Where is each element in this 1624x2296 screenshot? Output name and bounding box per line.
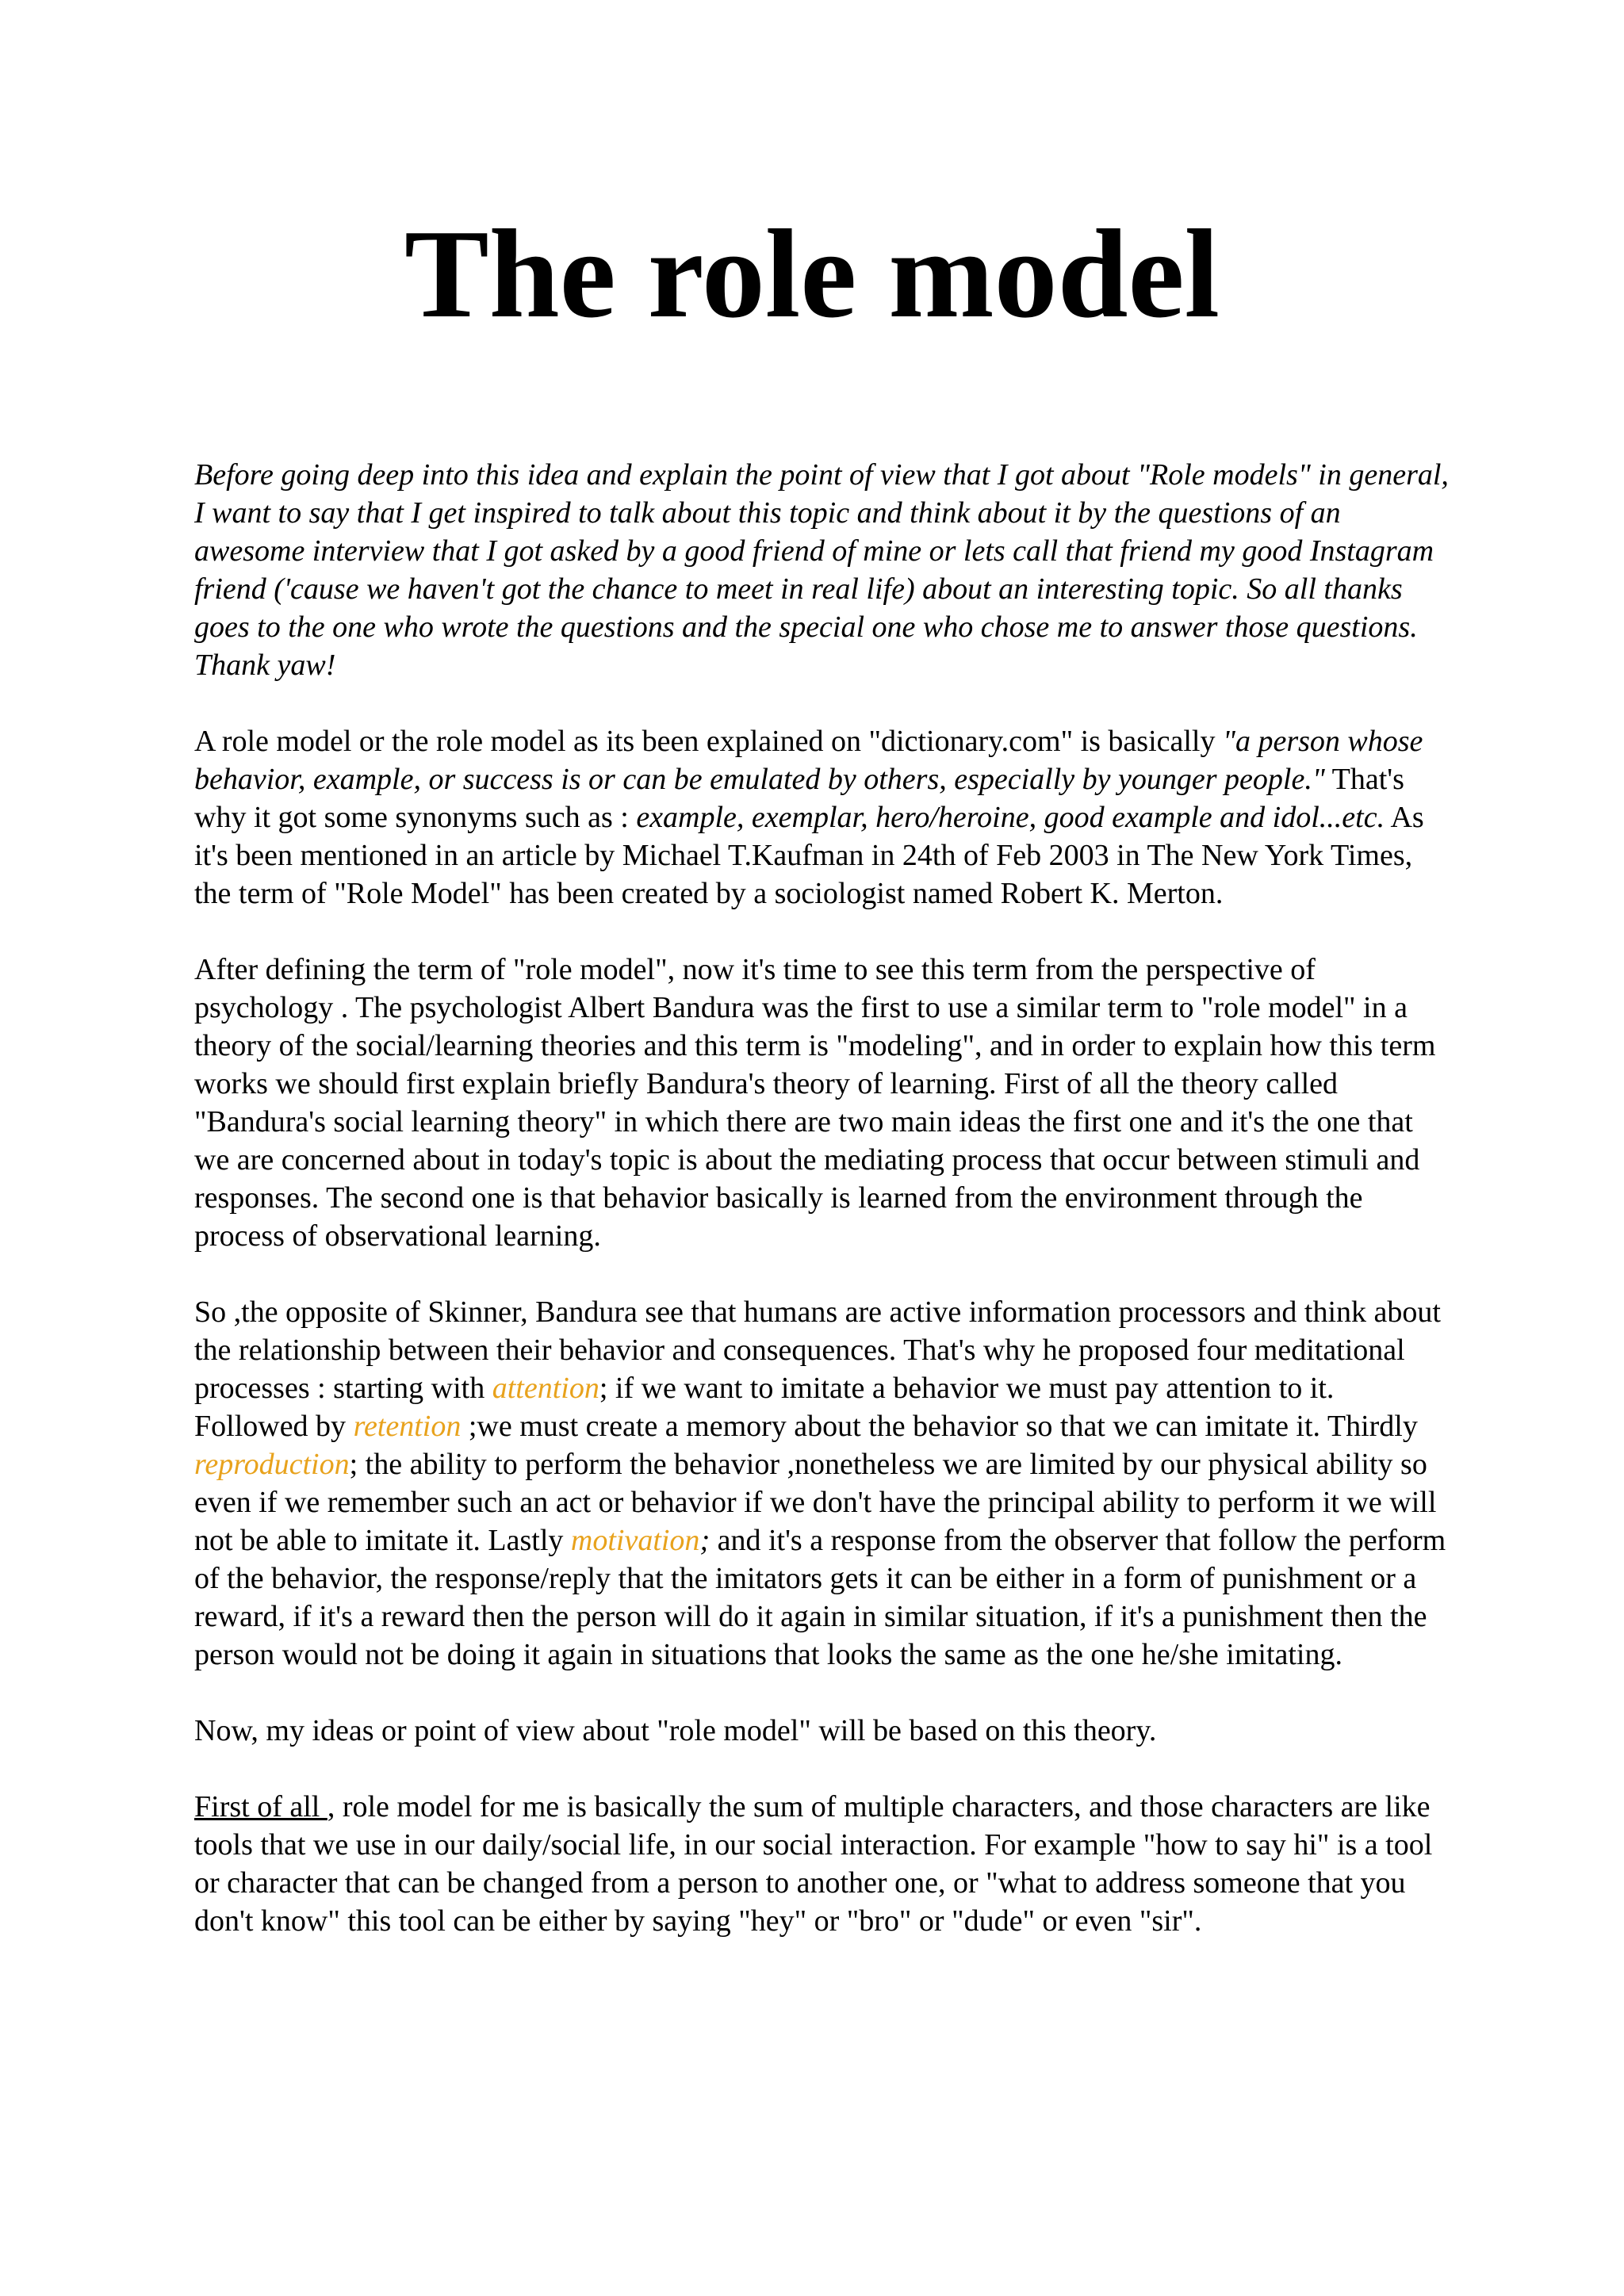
processes-text-1: So ,the opposite of Skinner, Bandura see that humans are active information processors and think about the relationship between their behavior and consequences. That's why he proposed four meditational processes : starting with (194, 1295, 1441, 1405)
processes-text-3: ;we must create a memory about the behavior so that we can imitate it. Thirdly (461, 1410, 1418, 1443)
definition-paragraph (194, 722, 1455, 913)
processes-text-4: ; the ability to perform the behavior ,nonetheless we are limited by our physical ability so even if we remember such an act or behavior if we don't have the principal ability to perform it we will not be able to imitate it. Lastly (194, 1448, 1437, 1557)
transition-text: Now, my ideas or point of view about "role model" will be based on this theory. (194, 1714, 1157, 1747)
opinion-paragraph (194, 1788, 1455, 1940)
synonyms-list: example, exemplar, hero/heroine, good example and idol...etc. (636, 801, 1385, 834)
psychology-text: After defining the term of "role model", now it's time to see this term from the perspective of psychology . The psychologist Albert Bandura was the first to use a similar term to "role model" in a theory of the social/learning theories and this term is "modeling", and in order to explain how this term works we should first explain briefly Bandura's theory of learning. First of all the theory called "Bandura's social learning theory" in which there are two main ideas the first one and it's the one that we are concerned about in today's topic is about the mediating process that occur between stimuli and responses. The second one is that behavior basically is learned from the environment through the process of observational learning. (194, 953, 1436, 1253)
intro-text: Before going deep into this idea and explain the point of view that I got about "Role models" in general, I want to say that I get inspired to talk about this topic and think about it by the questions of an awesome interview that I got asked by a good friend of mine or lets call that friend my good Instagram friend ('cause we haven't got the chance to meet in real life) about an interesting topic. So all thanks goes to the one who wrote the questions and the special one who chose me to answer those questions. Thank yaw! (194, 458, 1449, 682)
transition-paragraph (194, 1712, 1455, 1750)
intro-paragraph (194, 456, 1455, 684)
definition-quote: "a person whose behavior, example, or success is or can be emulated by others, especially by younger people." (194, 725, 1423, 796)
opinion-text: , role model for me is basically the sum of multiple characters, and those characters are like tools that we use in our daily/social life, in our social interaction. For example "how to say hi" is a tool or character that can be changed from a person to another one, or "what to address someone that you don't know" this tool can be either by saying "hey" or "bro" or "dude" or even "sir". (194, 1790, 1433, 1938)
keyword-motivation: motivation (570, 1524, 700, 1557)
processes-paragraph (194, 1293, 1455, 1674)
definition-text-2: That's why it got some synonyms such as : (194, 763, 1404, 834)
keyword-attention: attention (492, 1372, 599, 1405)
page-title: The role model (404, 203, 1220, 344)
document-body (194, 456, 1455, 1978)
processes-text-5: and it's a response from the observer that follow the perform of the behavior, the response/reply that the imitators gets it can be either in a form of punishment or a reward, if it's a reward then the person will do it again in similar situation, if it's a punishment then the person would not be doing it again in situations that looks the same as the one he/she imitating. (194, 1524, 1446, 1671)
motivation-semicolon: ; (699, 1524, 710, 1557)
keyword-retention: retention (353, 1410, 462, 1443)
definition-text-3: As it's been mentioned in an article by Michael T.Kaufman in 24th of Feb 2003 in The New York Times, the term of "Role Model" has been created by a sociologist named Robert K. Merton. (194, 801, 1424, 910)
opinion-lead: First of all (194, 1790, 327, 1823)
psychology-paragraph (194, 951, 1455, 1255)
keyword-reproduction: reproduction (194, 1448, 350, 1481)
definition-text-1: A role model or the role model as its been explained on "dictionary.com" is basically (194, 725, 1223, 758)
processes-text-2: ; if we want to imitate a behavior we must pay attention to it. Followed by (194, 1372, 1335, 1443)
